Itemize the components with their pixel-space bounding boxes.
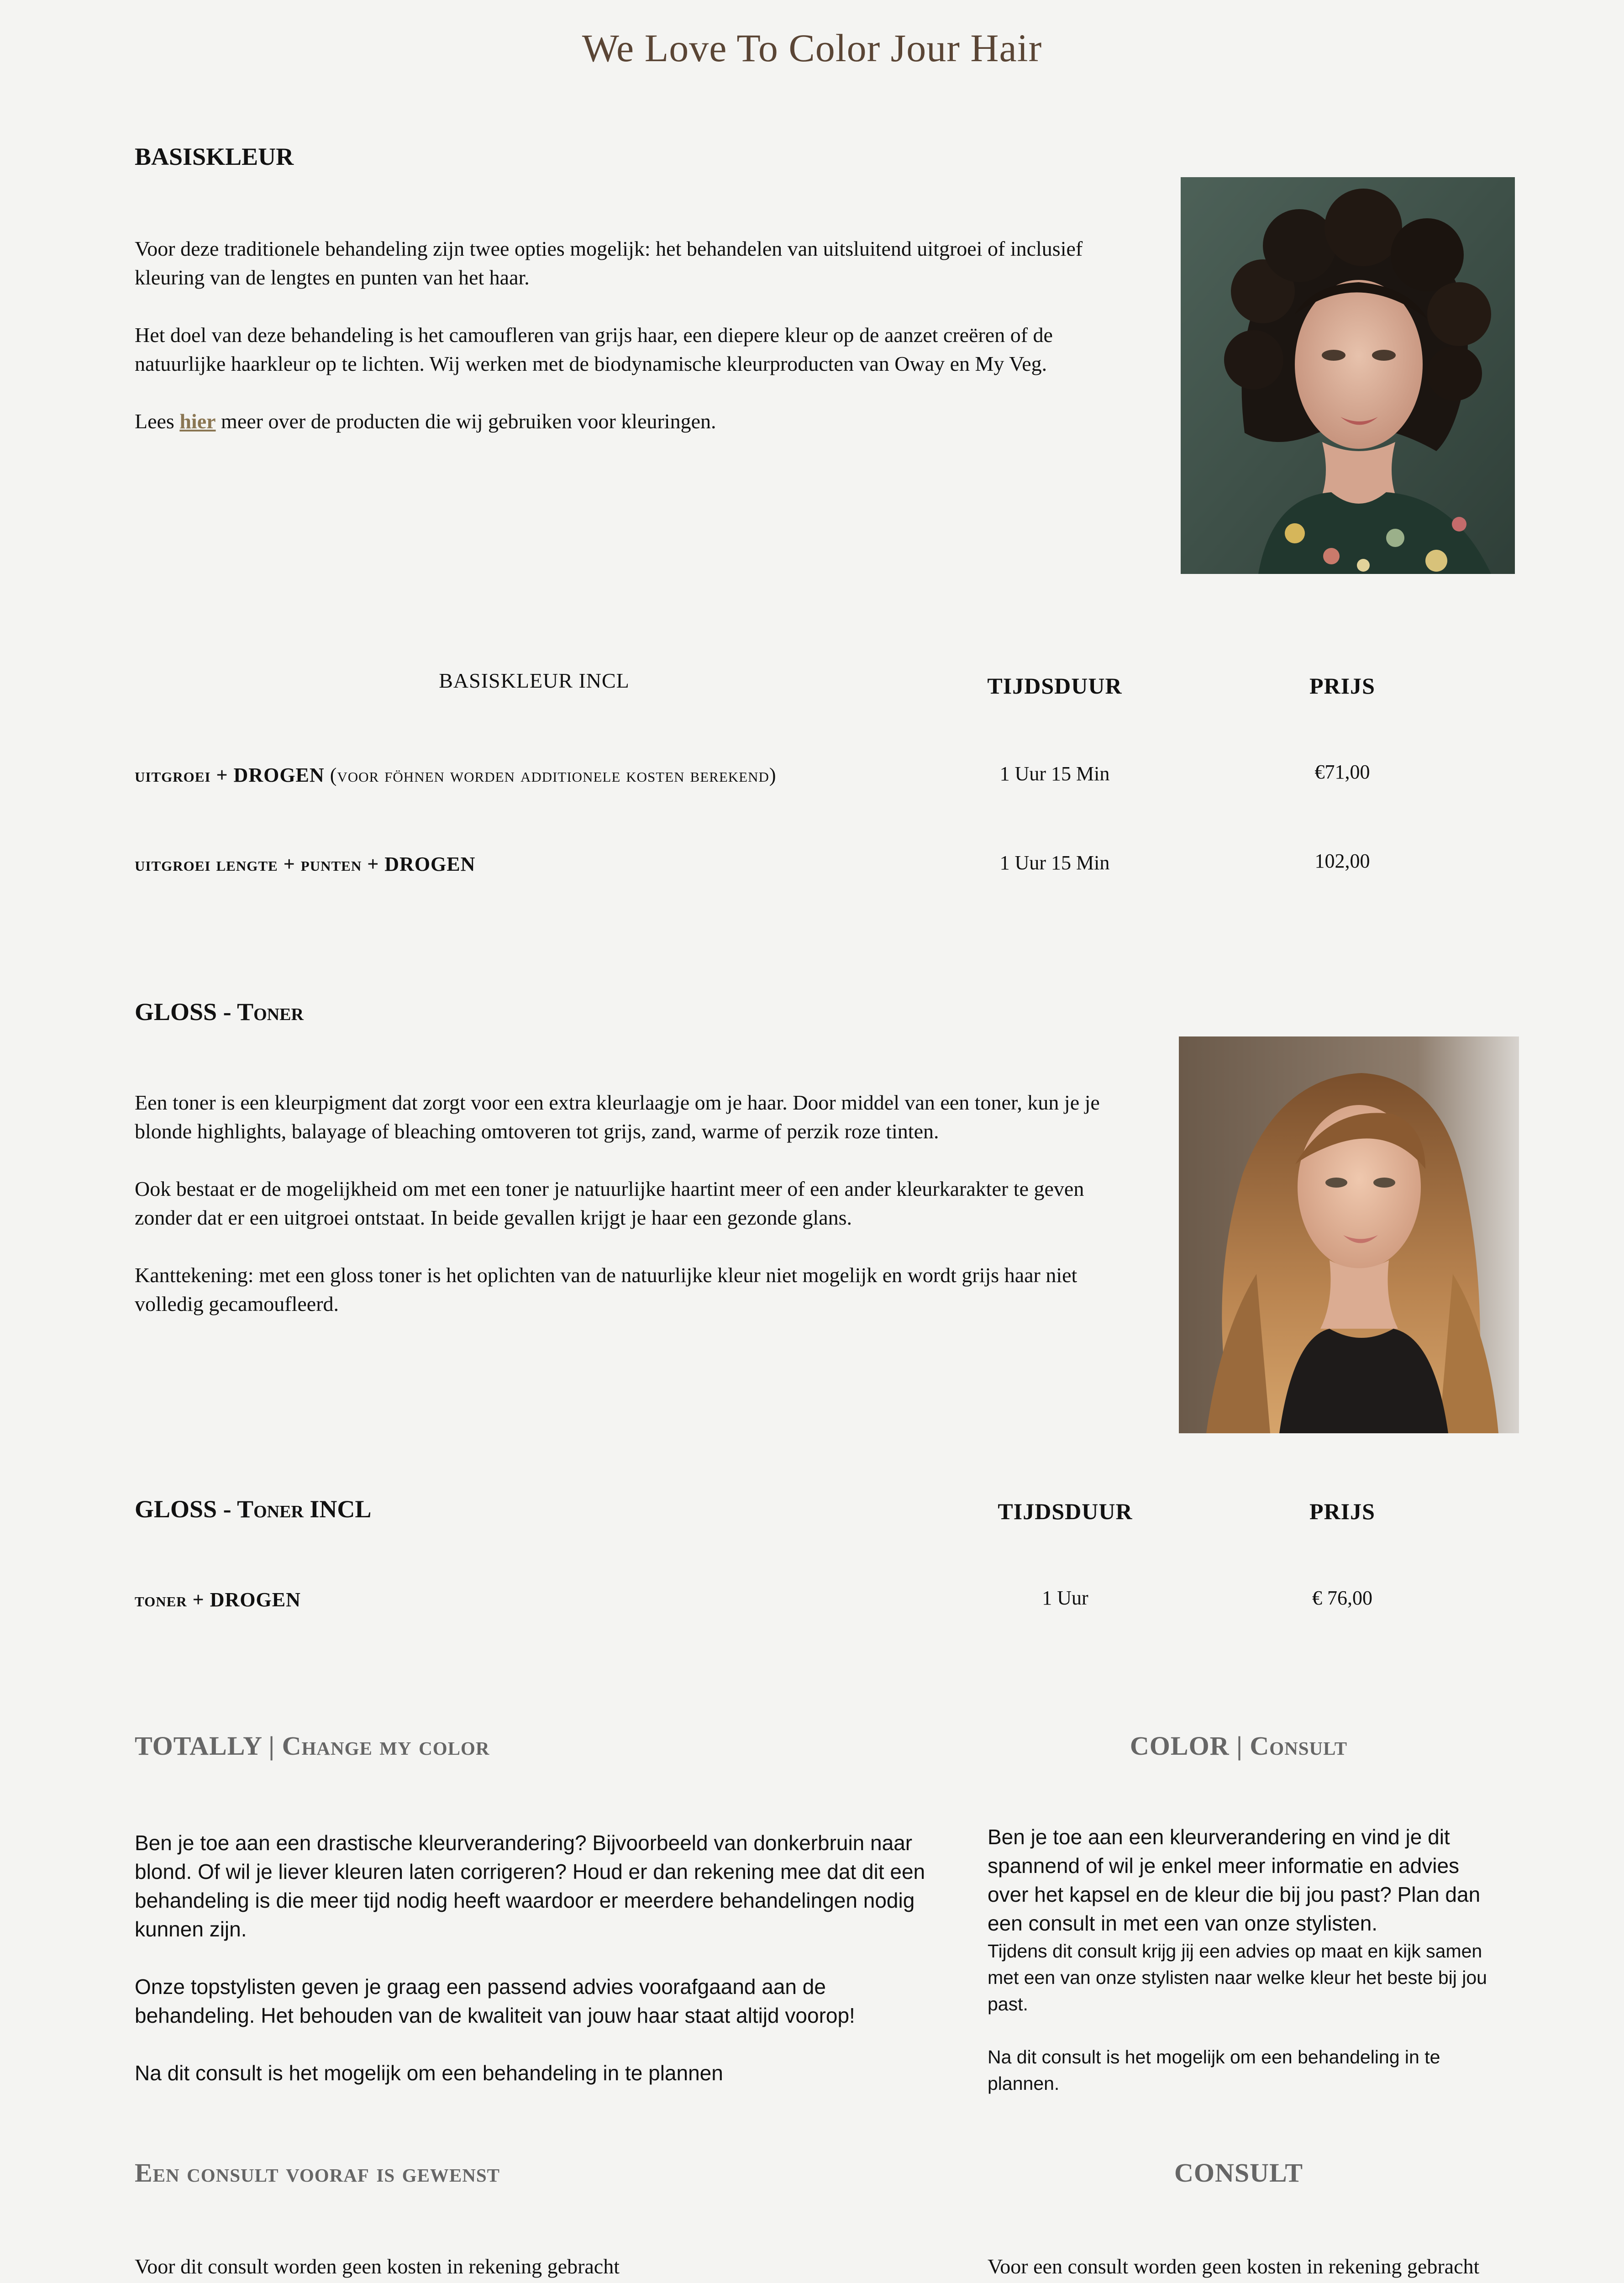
products-link[interactable]: hier [179, 410, 216, 433]
consult-price-heading: CONSULT [1174, 2158, 1303, 2188]
table-row-label: uitgroei lengte + punten + DROGEN [135, 853, 476, 875]
page-title: We Love To Color Jour Hair [582, 26, 1042, 70]
table-row-duration: 1 Uur 15 Min [999, 763, 1110, 785]
basiskleur-price-header: PRIJS [1309, 673, 1375, 699]
basiskleur-products-line [135, 407, 1139, 436]
color-consult-heading: COLOR | Consult [1130, 1731, 1348, 1761]
gloss-heading: GLOSS - Toner [135, 998, 304, 1026]
gloss-paragraph-2: Ook bestaat er de mogelijkheid om met een toner je natuurlijke haartint meer of een ander kleurkarakter te geven zonder dat er een uitgroei ontstaat. In beide gevallen krijgt je haar een gezonde glans. [135, 1177, 1084, 1229]
consult-required-heading: Een consult vooraf is gewenst [135, 2158, 500, 2188]
table-row-label: uitgroei + DROGEN (voor föhnen worden additionele kosten berekend) [135, 764, 777, 786]
gloss-paragraph-1: Een toner is een kleurpigment dat zorgt voor een extra kleurlaagje om je haar. Door middel van een toner, kun je je blonde highlights, balayage of bleaching omtoveren tot grijs, zand, warme of perzik roze tinten. [135, 1091, 1100, 1143]
basiskleur-paragraph-1: Voor deze traditionele behandeling zijn twee opties mogelijk: het behandelen van uitsluitend uitgroei of inclusief kleuring van de lengtes en punten van het haar. [135, 237, 1083, 289]
gloss-price-header: PRIJS [1309, 1499, 1375, 1524]
table-row-duration: 1 Uur 15 Min [999, 852, 1110, 874]
gloss-duration-header: TIJDSDUUR [998, 1499, 1133, 1524]
color-consult-detail: Tijdens dit consult krijg jij een advies op maat en kijk samen met een van onze stylisten naar welke kleur het beste bij jou past. [988, 1941, 1487, 2015]
table-row-duration: 1 Uur [1042, 1587, 1088, 1609]
basiskleur-duration-header: TIJDSDUUR [987, 673, 1122, 699]
consult-required-line-2 [135, 2281, 929, 2283]
table-row-price: € 76,00 [1312, 1587, 1372, 1609]
products-link-suffix: meer over de producten die wij gebruiken voor kleuringen. [215, 410, 716, 433]
table-row-label: toner + DROGEN [135, 1589, 301, 1611]
products-link-prefix: Lees [135, 410, 180, 433]
color-consult-closing: Na dit consult is het mogelijk om een behandeling in te plannen. [988, 2046, 1440, 2094]
gloss-paragraph-3: Kanttekening: met een gloss toner is het oplichten van de natuurlijke kleur niet mogelijk en wordt grijs haar niet volledig gecamoufleerd. [135, 1263, 1077, 1315]
long-wavy-hair-portrait-image [1179, 1036, 1519, 1433]
color-consult-intro: Ben je toe aan een kleurverandering en vind je dit spannend of wil je enkel meer informatie en advies over het kapsel en de kleur die bij jou past? Plan dan een consult in met een van onze stylisten. [988, 1825, 1481, 1935]
basiskleur-paragraph-2: Het doel van deze behandeling is het camoufleren van grijs haar, een diepere kleur op de aanzet creëren of de natuurlijke haarkleur op te lichten. Wij werken met de biodynamische kleurproducten van Oway en My Veg. [135, 323, 1053, 375]
table-row-price: €71,00 [1314, 761, 1370, 783]
totally-description [135, 1829, 929, 2088]
totally-paragraph-3: Na dit consult is het mogelijk om een behandeling in te plannen [135, 2061, 723, 2085]
consult-price-text: Voor een consult worden geen kosten in rekening gebracht [988, 2255, 1480, 2278]
gloss-table-title: GLOSS - Toner INCL [135, 1495, 372, 1523]
curly-hair-portrait-image [1181, 177, 1515, 574]
consult-required-text [135, 2252, 929, 2283]
curly-hair-portrait-icon [1181, 177, 1515, 574]
gloss-description [135, 1088, 1139, 1318]
long-wavy-hair-portrait-icon [1179, 1036, 1519, 1433]
basiskleur-description [135, 234, 1139, 436]
basiskleur-heading: BASISKLEUR [135, 143, 294, 170]
totally-heading: TOTALLY | Change my color [135, 1731, 490, 1761]
color-consult-description [988, 1823, 1490, 2097]
consult-required-line-1: Voor dit consult worden geen kosten in rekening gebracht [135, 2255, 620, 2278]
totally-paragraph-1: Ben je toe aan een drastische kleurverandering? Bijvoorbeeld van donkerbruin naar blond. Of wil je liever kleuren laten corrigeren? Houd er dan rekening mee dat dit een behandeling is die meer tijd nodig heeft waardoor er meerdere behandelingen nodig kunnen zijn. [135, 1831, 925, 1941]
table-row-price: 102,00 [1314, 850, 1370, 872]
totally-paragraph-2: Onze topstylisten geven je graag een passend advies voorafgaand aan de behandeling. Het behouden van de kwaliteit van jouw haar staat altijd voorop! [135, 1975, 855, 2027]
basiskleur-table-title: BASISKLEUR INCL [439, 669, 630, 692]
